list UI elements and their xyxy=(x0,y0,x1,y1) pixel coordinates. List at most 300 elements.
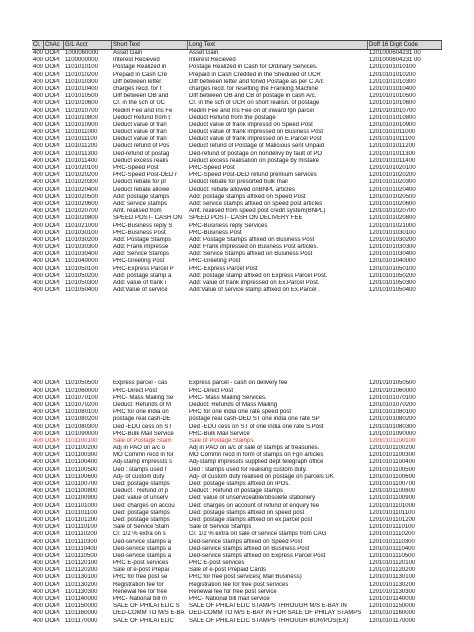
doff-code-cell: 12010101070100 xyxy=(369,394,416,401)
doff-code-cell: 12010101170000 xyxy=(369,617,416,624)
client-cell: 400 xyxy=(33,581,44,588)
table-row xyxy=(32,244,442,251)
gl-account-cell: 1101080200 xyxy=(65,416,98,423)
header-doff-code-cell: Doff 16 Digit Code xyxy=(368,41,442,49)
table-row xyxy=(32,589,442,596)
short-text-cell: Adj-stamp impressts s xyxy=(113,459,173,466)
table-row xyxy=(32,380,442,387)
short-text-cell: Deduct excess realis xyxy=(113,157,169,164)
doff-code-cell: 12010101010300 xyxy=(369,78,416,85)
long-text-cell: Renewal fee for free post service xyxy=(189,588,277,595)
client-cell: 400 xyxy=(33,57,44,64)
table-row xyxy=(32,618,442,625)
chart-of-accounts-cell: DOPI xyxy=(45,244,60,251)
client-cell: 400 xyxy=(33,502,44,509)
table-row xyxy=(32,179,442,186)
long-text-cell: Interest Recieved xyxy=(189,57,236,64)
chart-of-accounts-cell: DOPI xyxy=(45,430,60,437)
doff-code-cell: 12010101020600 xyxy=(369,200,416,207)
gl-account-cell: 1101100600 xyxy=(65,473,98,480)
client-cell: 400 xyxy=(33,401,44,408)
gl-account-cell: 1101010700 xyxy=(65,107,98,114)
client-cell: 400 xyxy=(33,136,44,143)
doff-code-cell: 12010101030300 xyxy=(369,244,416,251)
chart-of-accounts-cell: DOPI xyxy=(45,200,60,207)
client-cell: 400 xyxy=(33,466,44,473)
doff-code-cell: 12010101140000 xyxy=(369,596,416,602)
table-row xyxy=(32,223,442,230)
gl-account-cell: 1101030400 xyxy=(65,251,98,258)
gl-account-cell: 1101100100 xyxy=(65,437,98,444)
doff-code-cell: 12010101150000 xyxy=(369,603,416,610)
chart-of-accounts-cell: DOPI xyxy=(45,121,60,128)
gl-account-cell: 1101010100 xyxy=(65,64,98,71)
doff-code-cell: 12010101110500 xyxy=(369,552,415,559)
page-gap xyxy=(32,294,442,380)
doff-code-cell: 12010101010400 xyxy=(369,85,416,92)
short-text-cell: PRC-Speed Post-DED r xyxy=(113,172,178,179)
header-row xyxy=(32,40,442,50)
gl-account-cell: 1101050500 xyxy=(65,380,98,387)
client-cell: 400 xyxy=(33,121,44,128)
table-row xyxy=(32,495,442,502)
doff-code-cell: 12010101110100 xyxy=(369,524,415,531)
short-text-cell: Redim Fee and Ins Fe xyxy=(113,107,173,114)
doff-code-cell: 12010101100100 xyxy=(369,437,416,444)
doff-code-cell: 12010101100200 xyxy=(369,445,416,452)
table-row xyxy=(32,416,442,423)
client-cell: 400 xyxy=(33,560,44,567)
client-cell: 400 xyxy=(33,85,44,92)
long-text-cell: Asset Gain xyxy=(189,50,219,56)
client-cell: 400 xyxy=(33,516,44,523)
doff-code-cell: 1201000604231 00 xyxy=(369,57,421,64)
table-row xyxy=(32,395,442,402)
doff-code-cell: 12010101120100 xyxy=(369,560,416,567)
client-cell: 400 xyxy=(33,538,44,545)
table-row xyxy=(32,388,442,395)
long-text-cell: Ded-refund of postage on nondelivy by fault of PO xyxy=(189,150,323,157)
header-short-text-cell: Short Text xyxy=(112,41,188,49)
doff-code-cell: 12010101130200 xyxy=(369,581,416,588)
short-text-cell: PRC E-post services xyxy=(113,560,169,567)
gl-account-cell: 1101020600 xyxy=(65,200,98,207)
short-text-cell: Add: Postage Stamps xyxy=(113,236,172,243)
header-chart-of-accounts-cell: ChAc xyxy=(44,41,64,49)
short-text-cell: PRC-Business reply S xyxy=(113,222,173,229)
client-cell: 400 xyxy=(33,394,44,401)
short-text-cell: Deduct value of fran xyxy=(113,121,167,128)
chart-of-accounts-cell: DOPI xyxy=(45,179,60,186)
short-text-cell: Prepaid in Cash Cre xyxy=(113,71,168,78)
doff-code-cell: 12010101011200 xyxy=(369,143,416,150)
client-cell: 400 xyxy=(33,50,44,56)
client-cell: 400 xyxy=(33,473,44,480)
table-row xyxy=(32,122,442,129)
chart-of-accounts-cell: DOPI xyxy=(45,437,60,444)
long-text-cell: PRC-Speed Post-DED refund premium services xyxy=(189,172,317,179)
doff-code-cell: 1201000604231 00 xyxy=(369,50,421,56)
doff-code-cell: 12010101030200 xyxy=(369,236,416,243)
short-text-cell: Ded-service stamps a xyxy=(113,538,172,545)
short-text-cell: PRC for one india on xyxy=(113,409,169,416)
chart-of-accounts-cell: DOPI xyxy=(45,524,60,531)
short-text-cell: PRC-Business Post xyxy=(113,229,166,236)
long-text-cell: DED-COMM TO M/S E-BAY IN FOR SALE OF PHILAY STAMPS xyxy=(189,610,362,617)
table-row xyxy=(32,86,442,93)
doff-code-cell: 12010101030100 xyxy=(369,229,416,236)
long-text-cell: Amt. realised from speed post credit system(BNPL) xyxy=(189,208,326,215)
doff-code-cell: 12010101090000 xyxy=(369,430,416,437)
short-text-cell: SPEED POST- CASH ON xyxy=(113,215,183,222)
gl-account-cell: 1101060000 xyxy=(65,387,98,394)
table-row xyxy=(32,208,442,215)
long-text-cell: Diff between letter and forwd Postage as per C.A/c xyxy=(189,78,324,85)
header-gl-account-cell: G/L Acct xyxy=(64,41,112,49)
doff-code-cell: 12010101100800 xyxy=(369,488,416,495)
client-cell: 400 xyxy=(33,610,44,617)
long-text-cell: SPEED POST- CASH ON DELIVERY FEE xyxy=(189,215,303,222)
doff-code-cell: 12010101160000 xyxy=(369,610,416,617)
long-text-cell: PRC-Speed Post xyxy=(189,165,235,171)
table-row xyxy=(32,79,442,86)
table-row xyxy=(32,503,442,510)
long-text-cell: PRC-Business Post xyxy=(189,229,242,236)
short-text-cell: PRC- National bill m xyxy=(113,596,168,602)
gl-account-cell: 1101010300 xyxy=(65,78,98,85)
chart-of-accounts-cell: DOPI xyxy=(45,50,60,56)
chart-of-accounts-cell: DOPI xyxy=(45,445,60,452)
doff-code-cell: 12010101110200 xyxy=(369,531,415,538)
chart-of-accounts-cell: DOPI xyxy=(45,64,60,71)
long-text-cell: Add: Frank impressed on Business Post articles. xyxy=(189,244,319,251)
table-row xyxy=(32,172,442,179)
short-text-cell: Ded-service stamps a xyxy=(113,552,172,559)
short-text-cell: Asset Gain xyxy=(113,50,143,56)
doff-code-cell: 12010101101000 xyxy=(369,502,416,509)
long-text-cell: Adj- of custom duty realised on postage on parcels UK xyxy=(189,473,334,480)
long-text-cell: Ded-service stamps affixed on Speed Post xyxy=(189,538,303,545)
doff-code-cell: 12010101011000 xyxy=(369,129,416,136)
chart-of-accounts-cell: DOPI xyxy=(45,552,60,559)
gl-account-cell: 1101010200 xyxy=(65,71,98,78)
table-row xyxy=(32,57,442,64)
client-cell: 400 xyxy=(33,193,44,200)
long-text-cell: Ded: postage stamps affixed on ex.parcel post xyxy=(189,516,313,523)
chart-of-accounts-cell: DOPI xyxy=(45,560,60,567)
chart-of-accounts-cell: DOPI xyxy=(45,466,60,473)
client-cell: 400 xyxy=(33,596,44,602)
long-text-cell: Add: Service Stamps affixed on Business Post xyxy=(189,251,313,258)
table-row xyxy=(32,560,442,567)
short-text-cell: Sale of Service Stam xyxy=(113,524,170,531)
table-row xyxy=(32,610,442,617)
table-row xyxy=(32,438,442,445)
short-text-cell: Deduct value of fran xyxy=(113,129,167,136)
doff-code-cell: 12010101080100 xyxy=(369,409,416,416)
short-text-cell: PRC- Mass Mailing Se xyxy=(113,394,174,401)
table-row xyxy=(32,553,442,560)
chart-of-accounts-cell: DOPI xyxy=(45,251,60,258)
table-row xyxy=(32,158,442,165)
short-text-cell: Cr. in the sch of UC xyxy=(113,100,166,107)
gl-account-cell: 1101050300 xyxy=(65,280,98,286)
long-text-cell: postage real cash-DED ST one india one rate SP xyxy=(189,416,320,423)
chart-of-accounts-cell: DOPI xyxy=(45,215,60,222)
short-text-cell: DED-COMM TO M/S E-BA xyxy=(113,610,185,617)
table-row xyxy=(32,230,442,237)
client-cell: 400 xyxy=(33,437,44,444)
table-row xyxy=(32,459,442,466)
client-cell: 400 xyxy=(33,574,44,581)
chart-of-accounts-cell: DOPI xyxy=(45,416,60,423)
client-cell: 400 xyxy=(33,186,44,193)
table-row xyxy=(32,266,442,273)
gl-account-cell: 1101170000 xyxy=(65,617,98,624)
gl-account-cell: 1101140000 xyxy=(65,596,98,602)
short-text-cell: Deduct : Refund of p xyxy=(113,488,169,495)
chart-of-accounts-cell: DOPI xyxy=(45,129,60,136)
chart-of-accounts-cell: DOPI xyxy=(45,114,60,121)
long-text-cell: Sale of Service Stamps xyxy=(189,524,252,531)
short-text-cell: PRC-Speed Post xyxy=(113,165,159,171)
chart-of-accounts-cell: DOPI xyxy=(45,287,60,294)
gl-account-cell: 1101110200 xyxy=(65,531,98,538)
gl-account-cell: 1101100200 xyxy=(65,445,98,452)
table-row xyxy=(32,524,442,531)
doff-code-cell: 12010101020100 xyxy=(369,165,416,171)
long-text-cell: Deduct Refund from the postage xyxy=(189,114,276,121)
long-text-cell: PRC- National bill mail service xyxy=(189,596,270,602)
table-row xyxy=(32,151,442,158)
chart-of-accounts-cell: DOPI xyxy=(45,574,60,581)
gl-account-cell: 1101011200 xyxy=(65,143,98,150)
doff-code-cell: 12010101050500 xyxy=(369,380,416,387)
client-cell: 400 xyxy=(33,172,44,179)
doff-code-cell: 12010101100300 xyxy=(369,452,416,459)
client-cell: 400 xyxy=(33,287,44,294)
short-text-cell: Ded: postage stamps xyxy=(113,481,170,487)
table-row xyxy=(32,431,442,438)
short-text-cell: Express parcel - cas xyxy=(113,380,168,387)
client-cell: 400 xyxy=(33,114,44,121)
client-cell: 400 xyxy=(33,64,44,71)
chart-of-accounts-cell: DOPI xyxy=(45,78,60,85)
doff-code-cell: 12010101050400 xyxy=(369,287,416,294)
client-cell: 400 xyxy=(33,603,44,610)
gl-account-cell: 1101020100 xyxy=(65,165,98,171)
long-text-cell: MO Commn recd in form of stamps on Fgn articles xyxy=(189,452,324,459)
doff-code-cell: 12010101100500 xyxy=(369,466,416,473)
doff-code-cell: 12010101020400 xyxy=(369,186,416,193)
chart-of-accounts-cell: DOPI xyxy=(45,394,60,401)
doff-code-cell: 12010101130100 xyxy=(369,574,416,581)
doff-code-cell: 12010101100700 xyxy=(369,481,416,487)
client-cell: 400 xyxy=(33,617,44,624)
gl-account-cell: 1101010400 xyxy=(65,85,98,92)
long-text-cell: PRC for one india one rate speed post xyxy=(189,409,292,416)
doff-code-cell: 12010101020700 xyxy=(369,208,416,215)
chart-of-accounts-cell: DOPI xyxy=(45,258,60,265)
gl-account-cell: 1101020800 xyxy=(65,215,98,222)
chart-of-accounts-cell: DOPI xyxy=(45,165,60,171)
doff-code-cell: 12010101040000 xyxy=(369,258,416,265)
long-text-cell: Ded-service stamps affixed on Business Post xyxy=(189,545,310,552)
doff-code-cell: 12010101110400 xyxy=(369,545,415,552)
client-cell: 400 xyxy=(33,380,44,387)
gl-account-cell: 1101011100 xyxy=(65,136,98,143)
gl-account-cell: 1101100700 xyxy=(65,481,98,487)
chart-of-accounts-cell: DOPI xyxy=(45,596,60,602)
long-text-cell: SALE OF PHILATELIC STAMPS THROUGH BUR/POS(EX) xyxy=(189,617,349,624)
chart-of-accounts-cell: DOPI xyxy=(45,473,60,480)
chart-of-accounts-cell: DOPI xyxy=(45,71,60,78)
doff-code-cell: 12010101100600 xyxy=(369,473,416,480)
table-row xyxy=(32,546,442,553)
gl-account-cell: 1101020400 xyxy=(65,186,98,193)
gl-account-cell: 1101150000 xyxy=(65,603,98,610)
gl-account-cell: 1101130100 xyxy=(65,574,98,581)
doff-code-cell: 12010101101100 xyxy=(369,509,415,516)
short-text-cell: charges recd. for f xyxy=(113,85,162,92)
table-row xyxy=(32,143,442,150)
short-text-cell: Diff between letter xyxy=(113,78,162,85)
client-cell: 400 xyxy=(33,179,44,186)
chart-of-accounts-cell: DOPI xyxy=(45,531,60,538)
long-text-cell: Deduct : Refund of postage stamps xyxy=(189,488,284,495)
spreadsheet xyxy=(32,40,442,625)
long-text-cell: charges recd. for resetting the Franking Machine xyxy=(189,85,319,92)
long-text-cell: PRC-Express Parcel Post xyxy=(189,265,258,272)
chart-of-accounts-cell: DOPI xyxy=(45,265,60,272)
long-text-cell: Ded-service stamps affixed on Express Parcel Post xyxy=(189,552,326,559)
long-text-cell: Deduct value of frank impressed on E.Parcel Post xyxy=(189,136,322,143)
table-row xyxy=(32,409,442,416)
long-text-cell: Adj in PAO on a/c of sale of stamps at treasuries. xyxy=(189,445,320,452)
long-text-cell: Add: value of frank impressed on Ex.Parcel Post. xyxy=(189,280,320,286)
doff-code-cell: 12010101010200 xyxy=(369,71,416,78)
long-text-cell: Deduct excess realisation on postage by mistake xyxy=(189,157,320,164)
table-row xyxy=(32,129,442,136)
long-text-cell: Add: postage stamps affixed on Speed Post xyxy=(189,193,306,200)
table-row xyxy=(32,596,442,603)
client-cell: 400 xyxy=(33,545,44,552)
gl-account-cell: 1101090000 xyxy=(65,430,98,437)
short-text-cell: Deduct: Refunds of M xyxy=(113,401,172,408)
long-text-cell: Add: service stamps affixed on speed post articles xyxy=(189,200,323,207)
client-cell: 400 xyxy=(33,229,44,236)
short-text-cell: Add: value of frank i xyxy=(113,280,167,286)
long-text-cell: Ded: charges on account of refund of enquiry fee xyxy=(189,502,320,509)
chart-of-accounts-cell: DOPI xyxy=(45,208,60,215)
gl-account-cell: 1101020700 xyxy=(65,208,98,215)
short-text-cell: Add: postage stamps xyxy=(113,193,170,200)
long-text-cell: SALE OF PHILATELIC STAMPS THROUGH M/S E-BAY IN xyxy=(189,603,347,610)
table-row xyxy=(32,165,442,172)
chart-of-accounts-cell: DOPI xyxy=(45,57,60,64)
long-text-cell: Express parcel - cash on delivery fee xyxy=(189,380,288,387)
short-text-cell: SALE OF PHILATELIC xyxy=(113,617,174,624)
gl-account-cell: 1101110400 xyxy=(65,545,98,552)
chart-of-accounts-cell: DOPI xyxy=(45,509,60,516)
long-text-cell: Ded : stamps used for realising custom duty. xyxy=(189,466,307,473)
short-text-cell: Ded: value of unserv xyxy=(113,495,169,502)
chart-of-accounts-cell: DOPI xyxy=(45,610,60,617)
chart-of-accounts-cell: DOPI xyxy=(45,186,60,193)
table-row xyxy=(32,50,442,57)
chart-of-accounts-cell: DOPI xyxy=(45,107,60,114)
doff-code-cell: 12010101010700 xyxy=(369,107,416,114)
table-row xyxy=(32,72,442,79)
short-text-cell: Cr. 1/2 % extra on s xyxy=(113,531,166,538)
short-text-cell: Ded : stamps used f xyxy=(113,466,167,473)
client-cell: 400 xyxy=(33,93,44,100)
gl-account-cell: 1101020200 xyxy=(65,172,98,179)
chart-of-accounts-cell: DOPI xyxy=(45,617,60,624)
short-text-cell: postage real cash-DE xyxy=(113,416,171,423)
client-cell: 400 xyxy=(33,129,44,136)
chart-of-accounts-cell: DOPI xyxy=(45,481,60,487)
chart-of-accounts-cell: DOPI xyxy=(45,502,60,509)
long-text-cell: Add: Postage Stamps affixed on Business Post xyxy=(189,236,315,243)
table-row xyxy=(32,488,442,495)
chart-of-accounts-cell: DOPI xyxy=(45,143,60,150)
long-text-cell: PRC E-post services xyxy=(189,560,245,567)
chart-of-accounts-cell: DOPI xyxy=(45,538,60,545)
client-cell: 400 xyxy=(33,430,44,437)
short-text-cell: Sale of e-post Prepai xyxy=(113,567,170,574)
chart-of-accounts-cell: DOPI xyxy=(45,423,60,430)
client-cell: 400 xyxy=(33,416,44,423)
short-text-cell: PRC-Express Parcel P xyxy=(113,265,174,272)
long-text-cell: Deduct rebate for presorted bulk mail xyxy=(189,179,288,186)
client-cell: 400 xyxy=(33,208,44,215)
chart-of-accounts-cell: DOPI xyxy=(45,236,60,243)
table-row xyxy=(32,531,442,538)
client-cell: 400 xyxy=(33,222,44,229)
doff-code-cell: 12010101080200 xyxy=(369,416,416,423)
header-long-text-cell: Long Text xyxy=(188,41,368,49)
table-row xyxy=(32,582,442,589)
client-cell: 400 xyxy=(33,78,44,85)
long-text-cell: Cr. in the sch of UCR on short realisn. of postage xyxy=(189,100,320,107)
gl-account-cell: 1101120100 xyxy=(65,560,98,567)
short-text-cell: Deduct rebate allowe xyxy=(113,186,170,193)
gl-account-cell: 1101020500 xyxy=(65,193,98,200)
gl-account-cell: 1101130300 xyxy=(65,588,98,595)
gl-account-cell: 1101101100 xyxy=(65,509,98,516)
chart-of-accounts-cell: DOPI xyxy=(45,380,60,387)
short-text-cell: Interest Recieved xyxy=(113,57,160,64)
client-cell: 400 xyxy=(33,107,44,114)
client-cell: 400 xyxy=(33,452,44,459)
long-text-cell: Postage Realized in Cash for Ordinary Services. xyxy=(189,64,318,71)
short-text-cell: Deduct refund of Pos xyxy=(113,143,170,150)
short-text-cell: Deduct Refund from t xyxy=(113,114,171,121)
gl-account-cell: 1101030100 xyxy=(65,229,98,236)
doff-code-cell: 12010101010900 xyxy=(369,121,416,128)
long-text-cell: Sale of Postage Stamps. xyxy=(189,437,256,444)
chart-of-accounts-cell: DOPI xyxy=(45,136,60,143)
table-row xyxy=(32,251,442,258)
table-row xyxy=(32,215,442,222)
long-text-cell: Prepaid in Cash Credited in the Sheduled of UCR xyxy=(189,71,321,78)
long-text-cell: Registration fee for free post services xyxy=(189,581,289,588)
client-cell: 400 xyxy=(33,445,44,452)
gl-account-cell: 1101070100 xyxy=(65,394,98,401)
table-row xyxy=(32,517,442,524)
chart-of-accounts-cell: DOPI xyxy=(45,452,60,459)
